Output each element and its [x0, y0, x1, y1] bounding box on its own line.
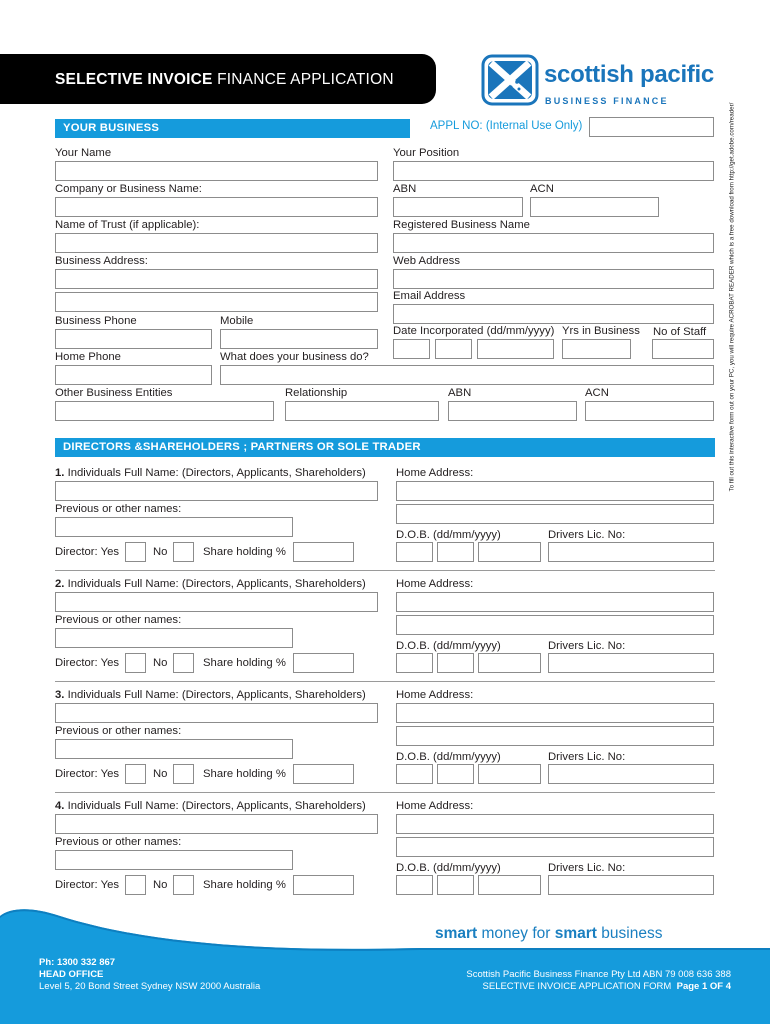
director-3-director-yes-label: Director: Yes	[55, 768, 120, 780]
director-separator	[55, 570, 715, 571]
director-3-dob-yyyy[interactable]	[478, 764, 541, 784]
appl-no-label: APPL NO: (Internal Use Only)	[430, 120, 583, 132]
date-incorporated-label: Date Incorporated (dd/mm/yyyy)	[393, 325, 555, 337]
director-1-drivers-lic-field[interactable]	[548, 542, 714, 562]
company-name-label: Company or Business Name:	[55, 183, 202, 195]
director-2-drivers-lic-label: Drivers Lic. No:	[548, 640, 626, 652]
web-address-field[interactable]	[393, 269, 714, 289]
director-1-share-holding-field[interactable]	[293, 542, 354, 562]
footer-company: Scottish Pacific Business Finance Pty Ltd ABN 79 008 636 388	[466, 969, 731, 980]
director-4-name-field[interactable]	[55, 814, 378, 834]
footer	[0, 906, 770, 1024]
director-3-drivers-lic-field[interactable]	[548, 764, 714, 784]
director-1-dob-yyyy[interactable]	[478, 542, 541, 562]
business-phone-label: Business Phone	[55, 315, 137, 327]
mobile-label: Mobile	[220, 315, 254, 327]
director-3-drivers-lic-label: Drivers Lic. No:	[548, 751, 626, 763]
trust-name-field[interactable]	[55, 233, 378, 253]
footer-wave-shape	[0, 906, 770, 1024]
director-1-dob-dd[interactable]	[396, 542, 433, 562]
your-name-label: Your Name	[55, 147, 112, 159]
what-does-field[interactable]	[220, 365, 714, 385]
relationship-label: Relationship	[285, 387, 348, 399]
no-of-staff-field[interactable]	[652, 339, 714, 359]
director-2-yes-checkbox[interactable]	[125, 653, 146, 673]
date-incorporated-mm[interactable]	[435, 339, 472, 359]
director-4-drivers-lic-label: Drivers Lic. No:	[548, 862, 626, 874]
director-4-home-address-field-2[interactable]	[396, 837, 714, 857]
director-4-no-label: No	[153, 879, 168, 891]
director-3-home-address-field-1[interactable]	[396, 703, 714, 723]
director-1-yes-checkbox[interactable]	[125, 542, 146, 562]
date-incorporated-dd[interactable]	[393, 339, 430, 359]
director-3-no-checkbox[interactable]	[173, 764, 194, 784]
director-2-previous-names-label: Previous or other names:	[55, 614, 182, 626]
director-3-previous-names-field[interactable]	[55, 739, 293, 759]
abn-label: ABN	[393, 183, 417, 195]
web-address-label: Web Address	[393, 255, 460, 267]
director-3-share-holding-label: Share holding %	[203, 768, 286, 780]
business-address-label: Business Address:	[55, 255, 148, 267]
director-1-director-yes-label: Director: Yes	[55, 546, 120, 558]
trust-name-label: Name of Trust (if applicable):	[55, 219, 200, 231]
director-4-home-address-field-1[interactable]	[396, 814, 714, 834]
section-your-business: YOUR BUSINESS	[55, 119, 410, 138]
director-1-home-address-field-2[interactable]	[396, 504, 714, 524]
director-2-name-field[interactable]	[55, 592, 378, 612]
director-4-dob-yyyy[interactable]	[478, 875, 541, 895]
director-4-drivers-lic-field[interactable]	[548, 875, 714, 895]
director-4-home-address-label: Home Address:	[396, 800, 474, 812]
director-3-name-field[interactable]	[55, 703, 378, 723]
other-entities-label: Other Business Entities	[55, 387, 173, 399]
yrs-in-business-field[interactable]	[562, 339, 631, 359]
footer-address: Level 5, 20 Bond Street Sydney NSW 2000 Australia	[39, 981, 261, 992]
director-2-dob-dd[interactable]	[396, 653, 433, 673]
director-3-previous-names-label: Previous or other names:	[55, 725, 182, 737]
acn-label: ACN	[530, 183, 554, 195]
footer-phone: Ph: 1300 332 867	[39, 957, 116, 968]
director-3-dob-label: D.O.B. (dd/mm/yyyy)	[396, 751, 501, 763]
director-2-no-checkbox[interactable]	[173, 653, 194, 673]
director-4-dob-label: D.O.B. (dd/mm/yyyy)	[396, 862, 501, 874]
director-1-dob-mm[interactable]	[437, 542, 474, 562]
section-directors: DIRECTORS &SHAREHOLDERS ; PARTNERS OR SOLE TRADER	[55, 438, 715, 457]
director-separator	[55, 792, 715, 793]
director-1-no-checkbox[interactable]	[173, 542, 194, 562]
email-address-field[interactable]	[393, 304, 714, 324]
home-phone-field[interactable]	[55, 365, 212, 385]
logo-name: scottish pacific	[544, 61, 714, 88]
director-4-dob-dd[interactable]	[396, 875, 433, 895]
logo-saltire-icon	[481, 54, 539, 106]
footer-form-page: SELECTIVE INVOICE APPLICATION FORM Page 1 OF 4	[482, 981, 731, 992]
director-4-previous-names-field[interactable]	[55, 850, 293, 870]
director-2-dob-label: D.O.B. (dd/mm/yyyy)	[396, 640, 501, 652]
director-3-dob-dd[interactable]	[396, 764, 433, 784]
email-address-label: Email Address	[393, 290, 466, 302]
director-3-dob-mm[interactable]	[437, 764, 474, 784]
director-2-share-holding-field[interactable]	[293, 653, 354, 673]
logo	[481, 54, 539, 106]
director-1-home-address-field-1[interactable]	[396, 481, 714, 501]
director-4-share-holding-label: Share holding %	[203, 879, 286, 891]
page-title: SELECTIVE INVOICE FINANCE APPLICATION	[55, 71, 394, 88]
business-address-field-1[interactable]	[55, 269, 378, 289]
director-2-home-address-field-1[interactable]	[396, 592, 714, 612]
other-entities-field[interactable]	[55, 401, 274, 421]
what-does-label: What does your business do?	[220, 351, 369, 363]
director-separator	[55, 681, 715, 682]
director-2-share-holding-label: Share holding %	[203, 657, 286, 669]
registered-name-label: Registered Business Name	[393, 219, 530, 231]
no-of-staff-label: No of Staff	[653, 326, 707, 338]
director-3-name-label: 3. Individuals Full Name: (Directors, Applicants, Shareholders)	[55, 689, 366, 701]
logo-subtitle: BUSINESS FINANCE	[545, 96, 669, 106]
other-abn-field[interactable]	[448, 401, 577, 421]
director-1-no-label: No	[153, 546, 168, 558]
appl-no-field[interactable]	[589, 117, 714, 137]
abn-field[interactable]	[393, 197, 523, 217]
director-2-home-address-field-2[interactable]	[396, 615, 714, 635]
your-name-field[interactable]	[55, 161, 378, 181]
director-2-drivers-lic-field[interactable]	[548, 653, 714, 673]
director-1-share-holding-label: Share holding %	[203, 546, 286, 558]
your-position-field[interactable]	[393, 161, 714, 181]
director-3-share-holding-field[interactable]	[293, 764, 354, 784]
director-4-name-label: 4. Individuals Full Name: (Directors, Applicants, Shareholders)	[55, 800, 366, 812]
mobile-field[interactable]	[220, 329, 378, 349]
director-1-previous-names-field[interactable]	[55, 517, 293, 537]
business-address-field-2[interactable]	[55, 292, 378, 312]
slogan: smart money for smart business	[435, 925, 663, 942]
director-4-yes-checkbox[interactable]	[125, 875, 146, 895]
your-position-label: Your Position	[393, 147, 460, 159]
director-3-no-label: No	[153, 768, 168, 780]
director-2-previous-names-field[interactable]	[55, 628, 293, 648]
director-3-home-address-field-2[interactable]	[396, 726, 714, 746]
director-2-director-yes-label: Director: Yes	[55, 657, 120, 669]
director-1-name-label: 1. Individuals Full Name: (Directors, Applicants, Shareholders)	[55, 467, 366, 479]
other-acn-field[interactable]	[585, 401, 714, 421]
director-1-dob-label: D.O.B. (dd/mm/yyyy)	[396, 529, 501, 541]
director-2-name-label: 2. Individuals Full Name: (Directors, Applicants, Shareholders)	[55, 578, 366, 590]
relationship-field[interactable]	[285, 401, 439, 421]
acn-field[interactable]	[530, 197, 659, 217]
director-4-previous-names-label: Previous or other names:	[55, 836, 182, 848]
other-acn-label: ACN	[585, 387, 609, 399]
director-2-home-address-label: Home Address:	[396, 578, 474, 590]
yrs-in-business-label: Yrs in Business	[562, 325, 640, 337]
registered-name-field[interactable]	[393, 233, 714, 253]
director-2-no-label: No	[153, 657, 168, 669]
director-4-director-yes-label: Director: Yes	[55, 879, 120, 891]
date-incorporated-yyyy[interactable]	[477, 339, 554, 359]
director-1-drivers-lic-label: Drivers Lic. No:	[548, 529, 626, 541]
director-1-previous-names-label: Previous or other names:	[55, 503, 182, 515]
footer-head-office: HEAD OFFICE	[39, 969, 104, 980]
director-1-name-field[interactable]	[55, 481, 378, 501]
director-3-home-address-label: Home Address:	[396, 689, 474, 701]
director-4-dob-mm[interactable]	[437, 875, 474, 895]
side-note: To fill out this interactive form out on your PC, you will require ACROBAT READER which is a free download from http://get.adobe.com/reader/	[728, 102, 736, 492]
director-1-home-address-label: Home Address:	[396, 467, 474, 479]
director-4-no-checkbox[interactable]	[173, 875, 194, 895]
director-2-dob-yyyy[interactable]	[478, 653, 541, 673]
director-3-yes-checkbox[interactable]	[125, 764, 146, 784]
home-phone-label: Home Phone	[55, 351, 121, 363]
director-2-dob-mm[interactable]	[437, 653, 474, 673]
business-phone-field[interactable]	[55, 329, 212, 349]
director-4-share-holding-field[interactable]	[293, 875, 354, 895]
other-abn-label: ABN	[448, 387, 472, 399]
company-name-field[interactable]	[55, 197, 378, 217]
